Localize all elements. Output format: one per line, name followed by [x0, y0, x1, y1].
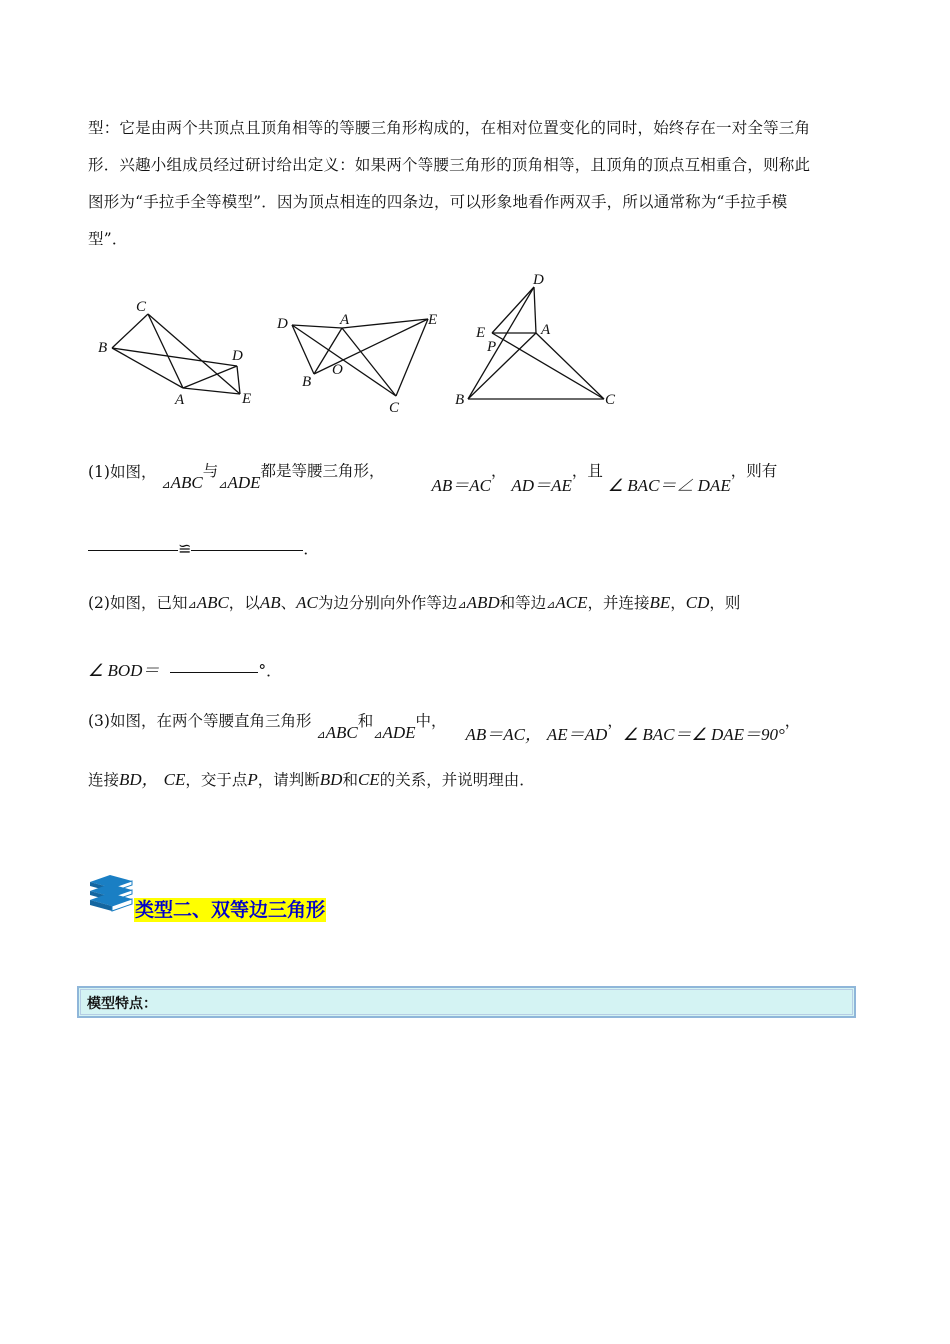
figure-1: [98, 299, 251, 408]
books-icon: [88, 874, 134, 916]
q3-s2: CE: [163, 770, 186, 789]
fig2-label-a: A: [340, 312, 350, 328]
q3-s1: BD，: [119, 770, 159, 789]
fig3-label-p: P: [487, 339, 497, 355]
geometry-figures: [0, 268, 950, 418]
q3-line2-e: 的关系，并说明理由．: [379, 771, 535, 789]
triangle-icon: ⊿: [161, 478, 171, 491]
q2-t4: 和等边: [499, 594, 547, 612]
model-feature-label: 模型特点：: [87, 996, 157, 1012]
figure-3: [455, 272, 616, 408]
q3-line-1: [88, 706, 801, 744]
q3-line2-d: 和: [342, 771, 358, 789]
q3-tri2: ADE: [382, 723, 416, 742]
q3-eq2: AE＝AD: [546, 725, 608, 744]
triangle-icon: ⊿: [373, 728, 383, 741]
q2-tri: ABC: [196, 593, 229, 612]
q1-tri2: ADE: [227, 473, 261, 492]
q2-tri3: ACE: [555, 593, 588, 612]
q1-eq3: ∠ BAC＝∠ DAE: [607, 476, 731, 495]
fig3-label-a: A: [541, 322, 551, 338]
figure-2: [276, 312, 437, 416]
q3-s4: BD: [319, 770, 343, 789]
triangle-icon: ⊿: [457, 598, 467, 611]
q1-prefix: (1)如图，: [88, 463, 157, 481]
triangle-icon: ⊿: [546, 598, 556, 611]
q2-t7: ，则: [709, 594, 741, 612]
q1-eq1: AB＝AC: [431, 476, 491, 495]
q3-line2-a: 连接: [88, 771, 120, 789]
q2-tri2: ABD: [466, 593, 500, 612]
q2-blank[interactable]: [170, 672, 258, 673]
q2-t2: 、: [280, 594, 297, 612]
fig1-label-e: E: [242, 391, 252, 407]
fig3-label-c: C: [605, 392, 616, 408]
q1-line: [88, 456, 778, 495]
q3-line2-c: ，请判断: [257, 771, 320, 789]
q3-prefix: (3)如图，在两个等腰直角三角形: [88, 712, 312, 730]
q2-t6: ，: [670, 594, 686, 612]
q3-mid: 中，: [415, 712, 447, 730]
model-feature-box: [77, 986, 856, 1018]
intro-line-1: 型：它是由两个共顶点且顶角相等的等腰三角形构成的，在相对位置变化的同时，始终存在一对全等三角: [88, 119, 811, 137]
q1-text1: 都是等腰三角形，: [260, 462, 385, 480]
intro-paragraph: [88, 110, 858, 258]
q2-t1: ，以: [228, 594, 260, 612]
fig1-label-a: A: [175, 392, 185, 408]
q2-line: [88, 591, 740, 613]
q3-eq1: AB＝AC，: [465, 725, 542, 744]
fig2-label-e: E: [428, 312, 438, 328]
fig2-label-o: O: [332, 362, 343, 378]
q2-unit: °．: [258, 662, 282, 680]
triangle-icon: ⊿: [218, 478, 228, 491]
q3-eq3: ∠ BAC＝∠ DAE＝90°: [622, 725, 785, 744]
fig2-label-b: B: [302, 374, 312, 390]
q1-tri1: ABC: [170, 473, 203, 492]
q2-t5: ，并连接: [587, 594, 650, 612]
q3-line-2: [88, 765, 535, 790]
q1-answer-line: [88, 537, 319, 559]
intro-line-4: 型”．: [88, 230, 128, 248]
q2-s2: AC: [296, 593, 318, 612]
q1-and2: ，且: [571, 462, 603, 480]
intro-line-2: 形．兴趣小组成员经过研讨给出定义：如果两个等腰三角形的顶角相等，且顶角的顶点互相重合，则称此: [88, 156, 811, 174]
q1-blank-2[interactable]: [191, 550, 303, 551]
q1-comma: ，: [490, 462, 507, 480]
q2-prefix: (2)如图，已知: [88, 594, 188, 612]
q3-s3: P: [247, 770, 258, 789]
fig2-label-c: C: [389, 400, 400, 416]
q1-eq2: AD＝AE: [511, 476, 572, 495]
q1-tail: ，则有: [730, 462, 778, 480]
triangle-icon: ⊿: [187, 598, 197, 611]
intro-line-3: 图形为“手拉手全等模型”．因为顶点相连的四条边，可以形象地看作两双手，所以通常称为“手拉手模: [88, 193, 788, 211]
q3-s5: CE: [357, 770, 380, 789]
q3-line2-b: ，交于点: [185, 771, 248, 789]
fig1-label-d: D: [232, 348, 243, 364]
fig3-label-e: E: [476, 325, 486, 341]
fig3-label-d: D: [533, 272, 544, 288]
q3-comma2: ，: [784, 712, 801, 730]
q2-answer-line: [88, 656, 282, 681]
q2-angle: ∠ BOD＝: [88, 661, 160, 680]
q2-s3: BE: [649, 593, 671, 612]
q2-t3: 为边分别向外作等边: [317, 594, 458, 612]
q1-and: 与: [202, 462, 219, 480]
fig1-label-b: B: [98, 340, 108, 356]
triangle-icon: ⊿: [316, 728, 326, 741]
fig1-label-c: C: [136, 299, 147, 315]
q1-end: ．: [303, 540, 319, 558]
q1-congruent: ≌: [178, 539, 192, 558]
q2-s1: AB: [259, 593, 281, 612]
q2-s4: CD: [685, 593, 710, 612]
fig3-label-b: B: [455, 392, 465, 408]
q1-blank-1[interactable]: [88, 550, 178, 551]
fig2-label-d: D: [277, 316, 288, 332]
q3-and: 和: [357, 712, 374, 730]
q3-comma: ，: [607, 712, 623, 730]
section-title: 类型二、双等边三角形: [135, 899, 326, 921]
q3-tri1: ABC: [325, 723, 358, 742]
